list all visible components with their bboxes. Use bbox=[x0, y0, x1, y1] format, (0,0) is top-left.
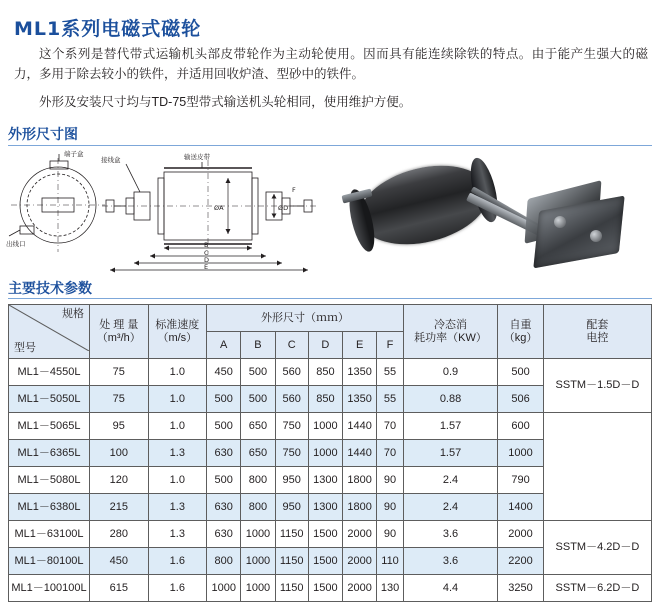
cell-model: ML1－4550L bbox=[9, 359, 90, 386]
header-model-label: 型号 bbox=[14, 342, 36, 354]
cell-weight: 1000 bbox=[498, 440, 544, 467]
header-control bbox=[543, 305, 651, 359]
header-dim-c: C bbox=[275, 332, 308, 359]
cell-power: 0.88 bbox=[403, 386, 497, 413]
cell-dim-a: 500 bbox=[207, 386, 241, 413]
cell-speed: 1.0 bbox=[148, 467, 207, 494]
header-spec-label: 规格 bbox=[62, 308, 84, 320]
cell-dim-f: 70 bbox=[377, 440, 404, 467]
cell-dim-e: 2000 bbox=[343, 575, 377, 602]
header-dim-b: B bbox=[241, 332, 275, 359]
cell-dim-f: 110 bbox=[377, 548, 404, 575]
cell-dim-b: 650 bbox=[241, 440, 275, 467]
cell-dim-f: 130 bbox=[377, 575, 404, 602]
cell-dim-e: 1800 bbox=[343, 467, 377, 494]
cell-model: ML1－63100L bbox=[9, 521, 90, 548]
specs-table bbox=[8, 304, 652, 602]
label-b: B bbox=[204, 241, 209, 249]
cell-speed: 1.3 bbox=[148, 521, 207, 548]
cell-capacity: 615 bbox=[90, 575, 149, 602]
header-control-unit: 电控 bbox=[586, 331, 609, 344]
table-row bbox=[9, 575, 652, 602]
cell-power: 1.57 bbox=[403, 440, 497, 467]
cell-capacity: 120 bbox=[90, 467, 149, 494]
header-dim-d: D bbox=[308, 332, 342, 359]
specs-table-wrapper bbox=[8, 304, 652, 602]
label-e: E bbox=[204, 263, 209, 271]
cell-dim-f: 55 bbox=[377, 359, 404, 386]
header-dimensions: 外形尺寸（ｍｍ） bbox=[207, 305, 404, 332]
cell-dim-b: 1000 bbox=[241, 575, 275, 602]
intro-paragraph-1: 这个系列是替代带式运输机头部皮带轮作为主动轮使用。因而具有能连续除铁的特点。由于能产生强大的磁力，多用于除去较小的铁件，并适用回收炉渣、型砂中的铁件。 bbox=[14, 47, 648, 81]
cell-dim-e: 1440 bbox=[343, 413, 377, 440]
cell-dim-c: 750 bbox=[275, 413, 308, 440]
specs-table-body bbox=[9, 359, 652, 602]
cell-dim-c: 1150 bbox=[275, 548, 308, 575]
cell-capacity: 280 bbox=[90, 521, 149, 548]
cell-capacity: 215 bbox=[90, 494, 149, 521]
header-power-unit: 耗功率（KW） bbox=[414, 331, 487, 344]
page-title: ML1系列电磁式磁轮 bbox=[14, 18, 202, 40]
dimension-drawing bbox=[6, 148, 336, 273]
cell-dim-a: 450 bbox=[207, 359, 241, 386]
header-capacity-label: 处 理 量 bbox=[99, 318, 139, 331]
header-model-spec bbox=[9, 305, 90, 359]
label-f: F bbox=[292, 186, 296, 194]
cell-dim-e: 1800 bbox=[343, 494, 377, 521]
cell-dim-d: 1500 bbox=[308, 521, 342, 548]
divider-specs bbox=[8, 298, 652, 299]
cell-capacity: 450 bbox=[90, 548, 149, 575]
cell-dim-d: 1000 bbox=[308, 413, 342, 440]
cell-dim-d: 1500 bbox=[308, 548, 342, 575]
cell-model: ML1－5065L bbox=[9, 413, 90, 440]
cell-speed: 1.3 bbox=[148, 440, 207, 467]
cell-dim-a: 1000 bbox=[207, 575, 241, 602]
cell-dim-d: 1300 bbox=[308, 467, 342, 494]
table-row bbox=[9, 359, 652, 386]
cell-dim-e: 2000 bbox=[343, 548, 377, 575]
cell-weight: 2200 bbox=[498, 548, 544, 575]
cell-dim-e: 1350 bbox=[343, 359, 377, 386]
header-weight-label: 自重 bbox=[509, 318, 532, 331]
cell-model: ML1－5080L bbox=[9, 467, 90, 494]
cell-dim-d: 850 bbox=[308, 386, 342, 413]
cell-speed: 1.0 bbox=[148, 413, 207, 440]
cell-dim-a: 630 bbox=[207, 440, 241, 467]
cell-dim-b: 500 bbox=[241, 386, 275, 413]
cell-dim-d: 1300 bbox=[308, 494, 342, 521]
section-heading-specs: 主要技术参数 bbox=[8, 280, 92, 296]
cell-control: SSTM－1.5D－D bbox=[543, 359, 651, 413]
cell-dim-c: 560 bbox=[275, 386, 308, 413]
cell-dim-e: 1440 bbox=[343, 440, 377, 467]
cell-dim-a: 500 bbox=[207, 413, 241, 440]
cell-dim-d: 1000 bbox=[308, 440, 342, 467]
cell-dim-f: 70 bbox=[377, 413, 404, 440]
cell-model: ML1－5050L bbox=[9, 386, 90, 413]
cell-power: 2.4 bbox=[403, 467, 497, 494]
cell-dim-f: 90 bbox=[377, 467, 404, 494]
cell-weight: 3250 bbox=[498, 575, 544, 602]
cell-power: 3.6 bbox=[403, 548, 497, 575]
header-capacity bbox=[90, 305, 149, 359]
header-speed bbox=[148, 305, 207, 359]
header-capacity-unit: （m³/h） bbox=[96, 331, 141, 344]
header-dim-f: F bbox=[377, 332, 404, 359]
label-outlet: 出线口 bbox=[6, 240, 26, 248]
label-dia-a: ØA bbox=[214, 204, 224, 212]
cell-control: SSTM－4.2D－D bbox=[543, 521, 651, 575]
cell-dim-b: 650 bbox=[241, 413, 275, 440]
cell-power: 3.6 bbox=[403, 521, 497, 548]
label-junction-box: 接线盒 bbox=[101, 156, 121, 164]
table-row bbox=[9, 521, 652, 548]
table-row bbox=[9, 413, 652, 440]
cell-dim-a: 630 bbox=[207, 521, 241, 548]
cell-dim-f: 90 bbox=[377, 521, 404, 548]
header-weight bbox=[498, 305, 544, 359]
cell-speed: 1.6 bbox=[148, 548, 207, 575]
cell-dim-a: 800 bbox=[207, 548, 241, 575]
cell-control bbox=[543, 413, 651, 521]
cell-weight: 2000 bbox=[498, 521, 544, 548]
section-heading-dimensions: 外形尺寸图 bbox=[8, 126, 78, 142]
cell-weight: 500 bbox=[498, 359, 544, 386]
header-speed-label: 标准速度 bbox=[155, 318, 200, 331]
cell-dim-b: 800 bbox=[241, 494, 275, 521]
cell-dim-c: 950 bbox=[275, 494, 308, 521]
cell-dim-c: 750 bbox=[275, 440, 308, 467]
cell-capacity: 75 bbox=[90, 359, 149, 386]
cell-dim-c: 560 bbox=[275, 359, 308, 386]
cell-dim-b: 800 bbox=[241, 467, 275, 494]
cell-weight: 506 bbox=[498, 386, 544, 413]
cell-model: ML1－80100L bbox=[9, 548, 90, 575]
cell-model: ML1－6365L bbox=[9, 440, 90, 467]
cell-weight: 790 bbox=[498, 467, 544, 494]
cell-power: 4.4 bbox=[403, 575, 497, 602]
header-power bbox=[403, 305, 497, 359]
photo-bolt-b bbox=[590, 230, 602, 242]
cell-dim-d: 1500 bbox=[308, 575, 342, 602]
cell-weight: 1400 bbox=[498, 494, 544, 521]
cell-dim-e: 1350 bbox=[343, 386, 377, 413]
cell-model: ML1－100100L bbox=[9, 575, 90, 602]
cell-dim-e: 2000 bbox=[343, 521, 377, 548]
cell-dim-b: 500 bbox=[241, 359, 275, 386]
intro-paragraph-2: 外形及安装尺寸均与TD-75型带式输送机头轮相同，使用维护方便。 bbox=[39, 95, 412, 109]
header-dim-e: E bbox=[343, 332, 377, 359]
cell-speed: 1.6 bbox=[148, 575, 207, 602]
cell-dim-c: 950 bbox=[275, 467, 308, 494]
cell-dim-b: 1000 bbox=[241, 548, 275, 575]
cell-dim-c: 1150 bbox=[275, 521, 308, 548]
table-header-row-1 bbox=[9, 305, 652, 332]
header-speed-unit: （m/s） bbox=[157, 331, 198, 344]
cell-power: 0.9 bbox=[403, 359, 497, 386]
cell-speed: 1.0 bbox=[148, 386, 207, 413]
cell-model: ML1－6380L bbox=[9, 494, 90, 521]
header-control-label: 配套 bbox=[586, 318, 609, 331]
cell-dim-b: 1000 bbox=[241, 521, 275, 548]
cell-power: 1.57 bbox=[403, 413, 497, 440]
cell-dim-f: 90 bbox=[377, 494, 404, 521]
cell-speed: 1.3 bbox=[148, 494, 207, 521]
header-weight-unit: （kg） bbox=[503, 331, 538, 344]
header-power-label: 冷态消 bbox=[434, 318, 468, 331]
label-belt: 输送皮带 bbox=[184, 153, 210, 161]
label-terminal-box: 端子盒 bbox=[64, 150, 84, 158]
label-c: C bbox=[204, 249, 209, 257]
cell-control: SSTM－6.2D－D bbox=[543, 575, 651, 602]
label-dia-d: ØD bbox=[278, 204, 289, 212]
cell-power: 2.4 bbox=[403, 494, 497, 521]
cell-dim-c: 1150 bbox=[275, 575, 308, 602]
cell-dim-f: 55 bbox=[377, 386, 404, 413]
cell-weight: 600 bbox=[498, 413, 544, 440]
cell-dim-a: 630 bbox=[207, 494, 241, 521]
specs-table-head bbox=[9, 305, 652, 359]
label-d: D bbox=[204, 256, 210, 264]
cell-capacity: 100 bbox=[90, 440, 149, 467]
cell-dim-a: 500 bbox=[207, 467, 241, 494]
header-dim-a: A bbox=[207, 332, 241, 359]
cell-capacity: 75 bbox=[90, 386, 149, 413]
cell-capacity: 95 bbox=[90, 413, 149, 440]
product-photo bbox=[340, 146, 650, 274]
cell-speed: 1.0 bbox=[148, 359, 207, 386]
photo-bolt-a bbox=[554, 216, 566, 228]
cell-dim-d: 850 bbox=[308, 359, 342, 386]
